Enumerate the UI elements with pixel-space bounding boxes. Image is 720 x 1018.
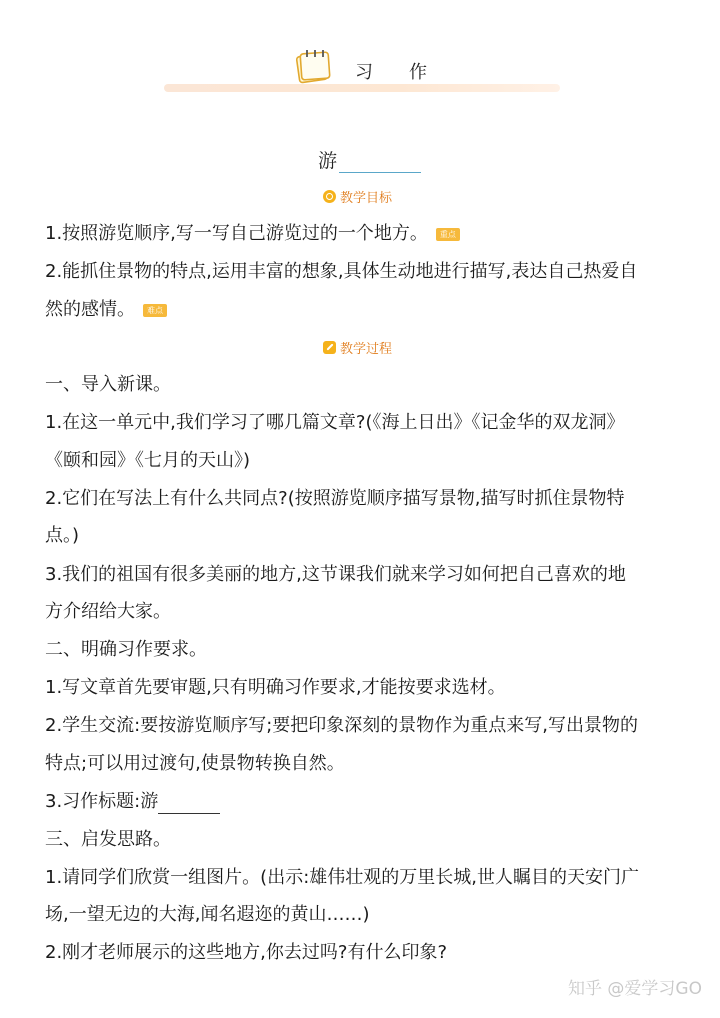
section-goals [323, 187, 392, 206]
goal-2-cont [45, 298, 167, 322]
subject-blank [339, 152, 421, 173]
line-text: 然的感情。 [45, 299, 135, 320]
process-line: 3.我们的祖国有很多美丽的地方,这节课我们就来学习如何把自己喜欢的地 [45, 564, 626, 585]
section-process-label: 教学过程 [340, 342, 393, 357]
process-line: 2.学生交流:要按游览顺序写;要把印象深刻的景物作为重点来写,写出景物的 [45, 715, 639, 736]
process-line: 三、启发思路。 [45, 829, 171, 850]
process-line: 方介绍给大家。 [45, 601, 171, 622]
process-line: 二、明确习作要求。 [45, 639, 207, 660]
page-title: 习作 [355, 62, 463, 83]
process-line: 场,一望无边的大海,闻名遐迩的黄山……) [45, 904, 370, 925]
section-process [323, 338, 392, 357]
line-text: 3.习作标题:游 [45, 791, 159, 812]
line-text: 1.按照游览顺序,写一写自己游览过的一个地方。 [45, 223, 428, 244]
process-line: 2.它们在写法上有什么共同点?(按照游览顺序描写景物,描写时抓住景物特 [45, 488, 625, 509]
process-line [45, 790, 220, 814]
process-line: 《颐和园》《七月的天山》) [45, 450, 251, 471]
notebook-icon [293, 46, 333, 86]
pencil-icon [323, 341, 336, 354]
process-line: 特点;可以用过渡句,使景物转换自然。 [45, 753, 345, 774]
goal-1 [45, 222, 460, 246]
section-goals-label: 教学目标 [340, 191, 393, 206]
page-header [160, 46, 560, 96]
process-line: 点。) [45, 525, 80, 546]
process-line: 1.在这一单元中,我们学习了哪几篇文章?(《海上日出》《记金华的双龙洞》 [45, 412, 625, 433]
watermark: 知乎 @爱学习GO [568, 979, 702, 999]
target-icon [323, 190, 336, 203]
subject-prefix: 游 [318, 150, 338, 172]
process-line: 一、导入新课。 [45, 374, 171, 395]
goal-2: 2.能抓住景物的特点,运用丰富的想象,具体生动地进行描写,表达自己热爱自 [45, 261, 638, 282]
header-underline [164, 84, 560, 92]
process-line: 1.请同学们欣赏一组图片。(出示:雄伟壮观的万里长城,世人瞩目的天安门广 [45, 867, 639, 888]
difficult-badge: 难点 [143, 304, 167, 317]
essay-subject [318, 146, 421, 173]
process-line: 2.刚才老师展示的这些地方,你去过吗?有什么印象? [45, 942, 448, 963]
process-line: 1.写文章首先要审题,只有明确习作要求,才能按要求选材。 [45, 677, 506, 698]
title-blank [158, 795, 220, 814]
key-badge: 重点 [436, 228, 460, 241]
